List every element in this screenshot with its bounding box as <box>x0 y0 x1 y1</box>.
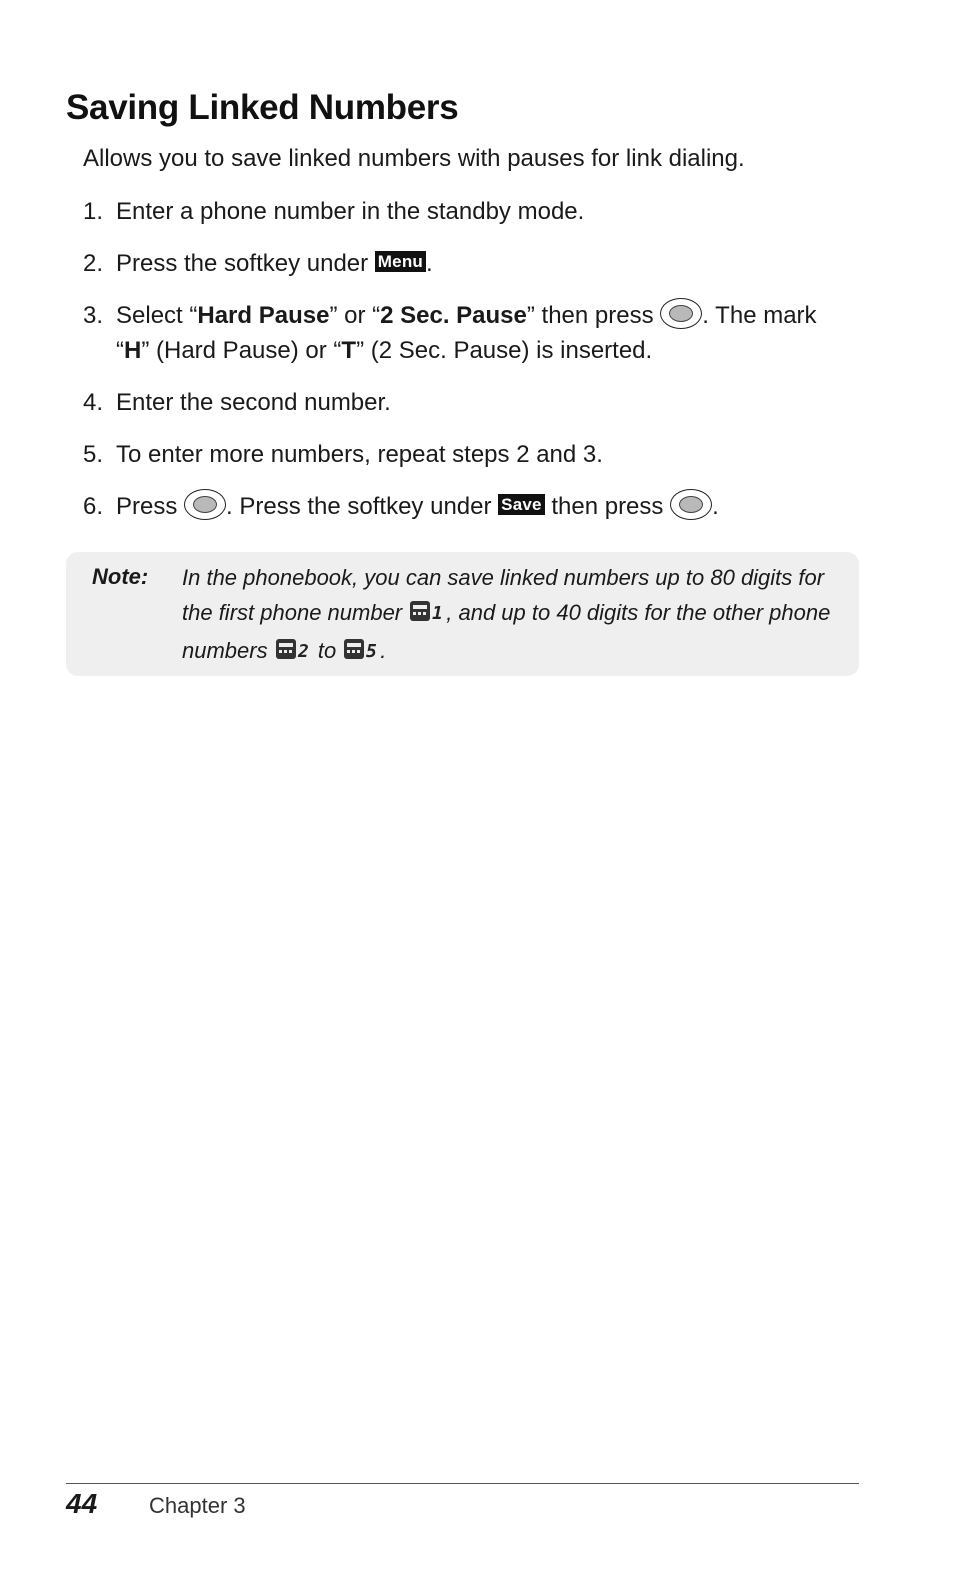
note-text-part: to <box>311 638 343 663</box>
note-label: Note: <box>92 564 149 589</box>
two-sec-pause-mark: T <box>341 337 357 364</box>
phone-number-1-icon <box>409 598 445 633</box>
step-text: ” then press <box>526 302 661 329</box>
step-text: To enter more numbers, repeat steps 2 and 3. <box>116 441 603 468</box>
footer-divider <box>66 1483 859 1484</box>
step-text: Press <box>116 493 185 520</box>
page-number: 44 <box>66 1488 98 1519</box>
step-number: 3. <box>83 302 104 329</box>
phone-number-5-icon <box>343 636 379 671</box>
step-number: 5. <box>83 441 104 468</box>
hard-pause-option: Hard Pause <box>197 302 330 329</box>
step-text: ” (2 Sec. Pause) is inserted. <box>356 337 653 364</box>
step-text: Press the softkey under <box>116 250 375 277</box>
step-1 <box>83 194 853 229</box>
step-5 <box>83 437 853 472</box>
step-number: 6. <box>83 493 104 520</box>
chapter-label: Chapter 3 <box>149 1493 246 1518</box>
step-number: 4. <box>83 389 104 416</box>
intro-text: Allows you to save linked numbers with pauses for link dialing. <box>83 145 745 172</box>
step-text: Enter a phone number in the standby mode. <box>116 198 585 225</box>
phone-icon-number: 1 <box>432 603 444 623</box>
note-text <box>182 560 847 671</box>
step-text: Select “ <box>116 302 198 329</box>
step-text: then press <box>544 493 671 520</box>
page-title: Saving Linked Numbers <box>66 88 459 127</box>
ok-button-icon <box>660 298 702 329</box>
note-text-part: . <box>380 638 387 663</box>
save-softkey-label: Save <box>498 494 545 515</box>
step-4 <box>83 385 853 420</box>
step-text: ” or “ <box>329 302 381 329</box>
phone-number-2-icon <box>275 636 311 671</box>
ok-button-icon <box>670 489 712 520</box>
step-text: Enter the second number. <box>116 389 391 416</box>
steps-list <box>83 194 853 541</box>
hard-pause-mark: H <box>124 337 142 364</box>
step-number: 1. <box>83 198 104 225</box>
step-text: ” (Hard Pause) or “ <box>141 337 342 364</box>
note-text-part: In the phonebook, you can save linked numbers up to 80 digits for the first phone number <box>182 565 825 625</box>
ok-button-icon <box>184 489 226 520</box>
step-text: . <box>425 250 433 277</box>
step-3 <box>83 298 853 368</box>
two-sec-pause-option: 2 Sec. Pause <box>380 302 527 329</box>
step-text: . Press the softkey under <box>226 493 499 520</box>
phone-icon-number: 2 <box>297 641 309 661</box>
step-text: . The mark “ <box>116 302 817 364</box>
step-number: 2. <box>83 250 104 277</box>
note-text-part: , and up to 40 digits for the other phone numbers <box>182 600 831 663</box>
step-text: . <box>712 493 719 520</box>
step-2 <box>83 246 853 281</box>
menu-softkey-label: Menu <box>375 251 426 272</box>
note-box <box>66 552 859 676</box>
phone-icon-number: 5 <box>366 641 378 661</box>
step-6 <box>83 489 853 524</box>
